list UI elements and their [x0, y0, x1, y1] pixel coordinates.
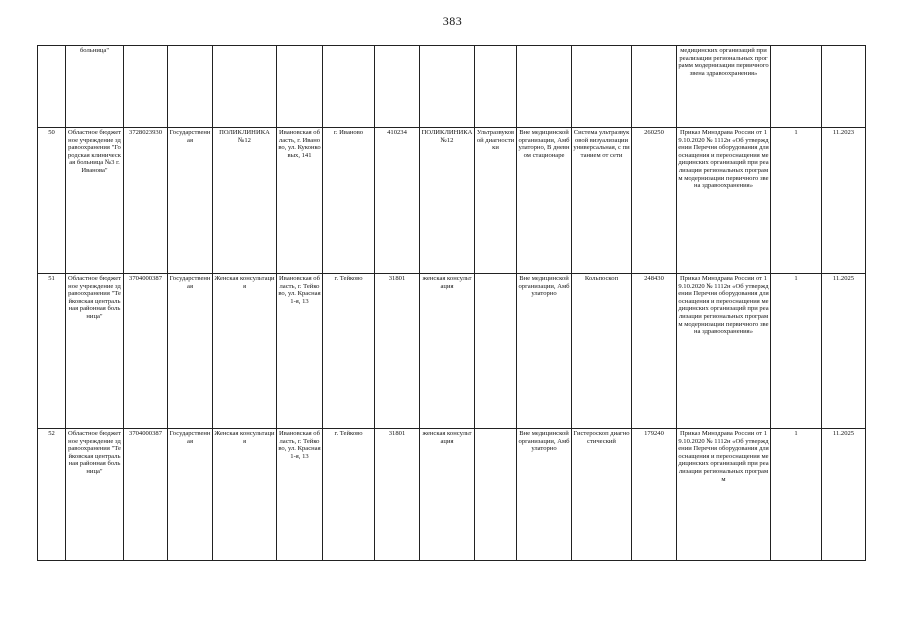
cell-equipment	[572, 46, 632, 128]
cell-order: Приказ Минздрава России от 19.10.2020 № 1112н «Об утверждении Перечня оборудования для оснащения и переоснащения медицинских организаций при реализации региональных программ модернизации первичного звена здравоохранения»	[677, 128, 771, 274]
equipment-registry-table	[37, 45, 866, 561]
table-row	[38, 46, 866, 128]
cell-code	[124, 46, 168, 128]
cell-quantity: 1	[771, 274, 822, 429]
cell-organization: Областное бюджетное учреждение здравоохранения "Городская клиническая больница №3 г. Иванова"	[66, 128, 124, 274]
cell-quantity: 1	[771, 429, 822, 561]
cell-department-type	[475, 274, 517, 429]
cell-ownership-form: Государственная	[168, 274, 213, 429]
cell-unit: Женская консультация	[213, 429, 277, 561]
cell-ownership-form: Государственная	[168, 128, 213, 274]
cell-unit-name: женская консультация	[420, 429, 475, 561]
page-number: 383	[442, 14, 463, 28]
cell-care-conditions: Вне медицинской организации, Амбулаторно, В дневном стационаре	[517, 128, 572, 274]
cell-department-type: Ультразвуковой диагностики	[475, 128, 517, 274]
cell-oktmo	[375, 46, 420, 128]
cell-address	[277, 46, 323, 128]
cell-equipment: Гистероскоп диагностический	[572, 429, 632, 561]
table-row	[38, 274, 866, 429]
cell-date	[822, 46, 866, 128]
cell-row-number: 52	[38, 429, 66, 561]
cell-code: 3728023930	[124, 128, 168, 274]
cell-unit-name: женская консультация	[420, 274, 475, 429]
cell-order: Приказ Минздрава России от 19.10.2020 № 1112н «Об утверждении Перечня оборудования для оснащения и переоснащения медицинских организаций при реализации региональных программ	[677, 429, 771, 561]
cell-quantity	[771, 46, 822, 128]
cell-department-type	[475, 429, 517, 561]
cell-equipment: Кольпоскоп	[572, 274, 632, 429]
cell-equipment: Система ультразвуковой визуализации универсальная, с питанием от сети	[572, 128, 632, 274]
cell-order: Приказ Минздрава России от 19.10.2020 № 1112н «Об утверждении Перечня оборудования для оснащения и переоснащения медицинских организаций при реализации региональных программ модернизации первичного звена здравоохранения»	[677, 274, 771, 429]
cell-oktmo: 31801	[375, 274, 420, 429]
cell-city	[323, 46, 375, 128]
cell-department-type	[475, 46, 517, 128]
cell-address: Ивановская область, г. Тейково, ул. Красная 1-я, 13	[277, 429, 323, 561]
table-body	[38, 46, 866, 561]
cell-ownership-form: Государственная	[168, 429, 213, 561]
cell-order: медицинских организаций при реализации региональных программ модернизации первичного звена здравоохранения»	[677, 46, 771, 128]
cell-care-conditions	[517, 46, 572, 128]
cell-ownership-form	[168, 46, 213, 128]
table-row	[38, 429, 866, 561]
cell-row-number: 50	[38, 128, 66, 274]
cell-quantity: 1	[771, 128, 822, 274]
cell-date: 11.2025	[822, 429, 866, 561]
cell-unit-name: ПОЛИКЛИНИКА №12	[420, 128, 475, 274]
cell-row-number	[38, 46, 66, 128]
cell-code: 3704000387	[124, 274, 168, 429]
cell-address: Ивановская область, г. Тейково, ул. Красная 1-я, 13	[277, 274, 323, 429]
cell-oktmo: 31801	[375, 429, 420, 561]
cell-unit: Женская консультация	[213, 274, 277, 429]
cell-unit	[213, 46, 277, 128]
cell-row-number: 51	[38, 274, 66, 429]
cell-unit-name	[420, 46, 475, 128]
cell-organization: Областное бюджетное учреждение здравоохранения "Тейковская центральная районная больница"	[66, 274, 124, 429]
cell-date: 11.2023	[822, 128, 866, 274]
cell-code: 3704000387	[124, 429, 168, 561]
cell-oktmo: 410234	[375, 128, 420, 274]
cell-equipment-code: 260250	[632, 128, 677, 274]
cell-equipment-code: 179240	[632, 429, 677, 561]
cell-unit: ПОЛИКЛИНИКА №12	[213, 128, 277, 274]
cell-organization: Областное бюджетное учреждение здравоохранения "Тейковская центральная районная больница"	[66, 429, 124, 561]
cell-care-conditions: Вне медицинской организации, Амбулаторно	[517, 274, 572, 429]
cell-equipment-code: 248430	[632, 274, 677, 429]
table-row	[38, 128, 866, 274]
cell-date: 11.2025	[822, 274, 866, 429]
cell-address: Ивановская область, г. Иваново, ул. Куконковых, 141	[277, 128, 323, 274]
cell-city: г. Иваново	[323, 128, 375, 274]
cell-city: г. Тейково	[323, 429, 375, 561]
cell-equipment-code	[632, 46, 677, 128]
cell-organization: больница"	[66, 46, 124, 128]
cell-city: г. Тейково	[323, 274, 375, 429]
cell-care-conditions: Вне медицинской организации, Амбулаторно	[517, 429, 572, 561]
